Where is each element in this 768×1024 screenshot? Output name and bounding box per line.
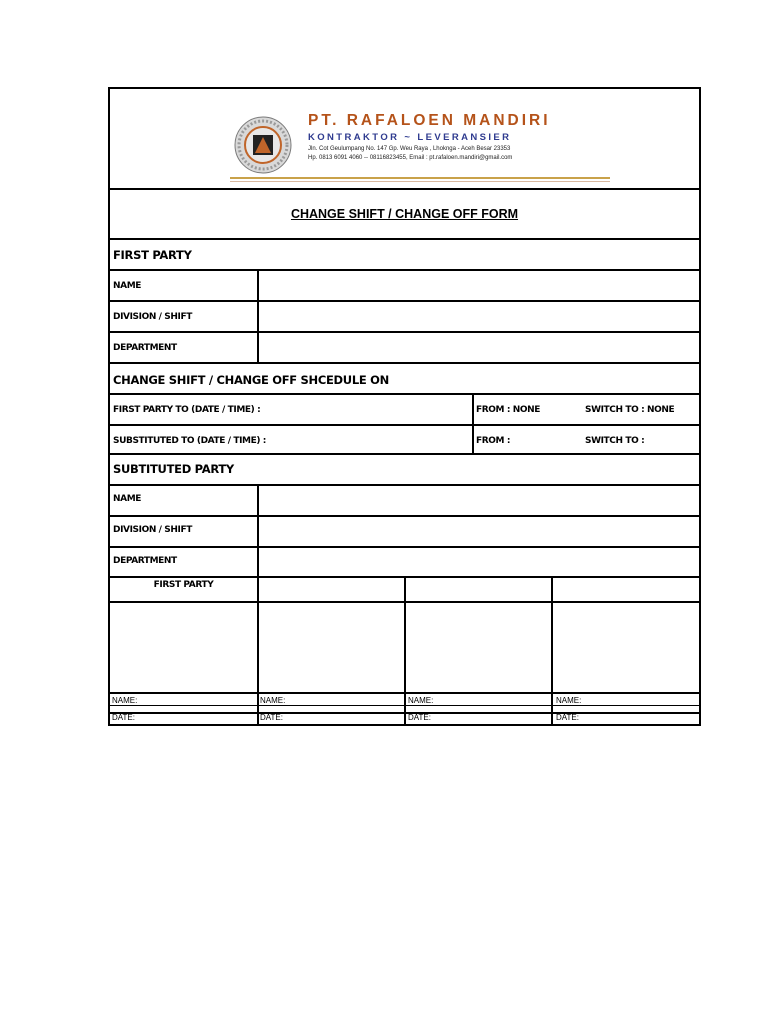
schedule-row1-from: FROM : NONE <box>476 405 541 415</box>
signature-col-4-date: DATE: <box>556 713 579 722</box>
substituted-party-name-field[interactable] <box>260 486 699 514</box>
signature-box[interactable] <box>259 603 404 691</box>
first-party-name-field[interactable] <box>260 271 699 299</box>
col-divider <box>472 393 474 453</box>
schedule-row2-from: FROM : <box>476 436 511 446</box>
signature-col-2-name: NAME: <box>260 696 286 705</box>
col-divider <box>257 269 259 362</box>
letterhead-divider <box>230 177 610 179</box>
schedule-row2-switch: SWITCH TO : <box>585 436 645 446</box>
row-divider <box>110 238 699 240</box>
signature-col-3-name: NAME: <box>408 696 434 705</box>
signature-col-1-header: FIRST PARTY <box>153 580 214 590</box>
substituted-party-division-field[interactable] <box>260 517 699 545</box>
company-logo <box>231 115 295 175</box>
row-divider <box>110 453 699 455</box>
substituted-party-department-label: DEPARTMENT <box>113 556 177 566</box>
schedule-row2-label: SUBSTITUTED TO (DATE / TIME) : <box>113 436 267 446</box>
substituted-party-division-label: DIVISION / SHIFT <box>113 525 192 535</box>
row-divider <box>110 393 699 395</box>
first-party-department-field[interactable] <box>260 333 699 361</box>
company-address: Jln. Cot Geulumpang No. 147 Gp. Weu Raya , Lhoknga - Aceh Besar 23353 <box>308 146 511 152</box>
row-divider <box>110 424 699 426</box>
company-contact: Hp. 0813 6091 4060 -- 08116823455, Email : pt.rafaloen.mandiri@gmail.com <box>308 155 513 161</box>
company-tagline: KONTRAKTOR ~ LEVERANSIER <box>308 132 512 143</box>
substituted-party-heading: SUBTITUTED PARTY <box>113 462 234 476</box>
signature-col-2-date: DATE: <box>260 713 283 722</box>
signature-col-1-name: NAME: <box>112 696 138 705</box>
signature-col-1-date: DATE: <box>112 713 135 722</box>
letterhead-divider-thin <box>230 181 610 182</box>
first-party-heading: FIRST PARTY <box>113 248 192 262</box>
signature-col-4-name: NAME: <box>556 696 582 705</box>
col-divider <box>257 484 259 576</box>
first-party-division-label: DIVISION / SHIFT <box>113 312 192 322</box>
change-shift-form <box>108 87 701 726</box>
company-name: PT. RAFALOEN MANDIRI <box>308 112 551 129</box>
schedule-row1-switch: SWITCH TO : NONE <box>585 405 675 415</box>
substituted-party-department-field[interactable] <box>260 548 699 576</box>
signature-box[interactable] <box>110 603 257 691</box>
substituted-party-name-label: NAME <box>113 494 142 504</box>
schedule-row1-label: FIRST PARTY TO (DATE / TIME) : <box>113 405 261 415</box>
first-party-division-field[interactable] <box>260 302 699 330</box>
first-party-name-label: NAME <box>113 281 142 291</box>
first-party-department-label: DEPARTMENT <box>113 343 177 353</box>
signature-box[interactable] <box>406 603 551 691</box>
signature-col-3-date: DATE: <box>408 713 431 722</box>
form-title: CHANGE SHIFT / CHANGE OFF FORM <box>290 207 519 221</box>
signature-box[interactable] <box>553 603 701 691</box>
row-divider <box>110 362 699 364</box>
schedule-heading: CHANGE SHIFT / CHANGE OFF SHCEDULE ON <box>113 373 389 387</box>
row-divider <box>110 188 699 190</box>
